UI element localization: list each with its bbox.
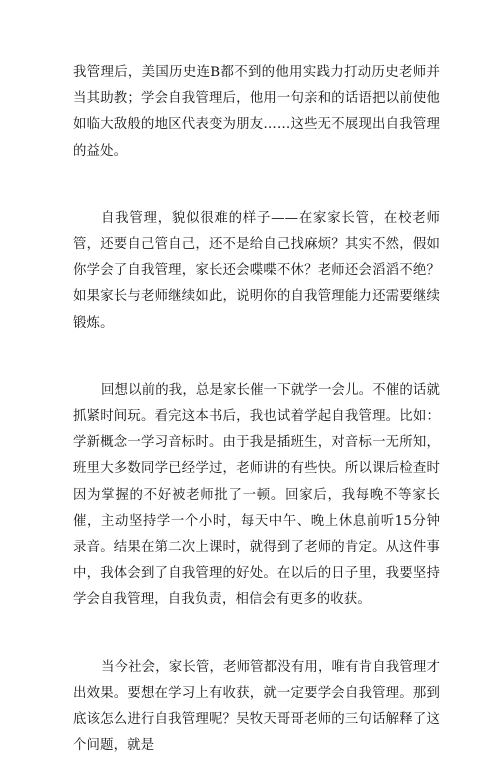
paragraph-4: 当今社会，家长管，老师管都没有用，唯有肯自我管理才出效果。要想在学习上有收获，就一定要学会自我管理。那到底该怎么进行自我管理呢？吴牧天哥哥老师的三句话解释了这个问题，就是 [73, 659, 440, 754]
paragraph-2: 自我管理，貌似很难的样子——在家家长管，在校老师管，还要自己管自己，还不是给自己找麻烦？其实不然，假如你学会了自我管理，家长还会喋喋不休？老师还会滔滔不绝？如果家长与老师继续如此，说明你的自我管理能力还需要继续锻炼。 [73, 210, 440, 331]
paragraph-1: 我管理后，美国历史连B都不到的他用实践力打动历史老师并当其助教；学会自我管理后，他用一句亲和的话语把以前使他如临大敌般的地区代表变为朋友……这些无不展现出自我管理的益处。 [73, 65, 440, 159]
paragraph-3: 回想以前的我，总是家长催一下就学一会儿。不催的话就抓紧时间玩。看完这本书后，我也试着学起自我管理。比如：学新概念一学习音标时。由于我是插班生，对音标一无所知，班里大多数同学已经学过，老师讲的有些快。所以课后检查时因为掌握的不好被老师批了一顿。回家后，我每晚不等家长催，主动坚持学一个小时，每天中午、晚上休息前听15分钟录音。结果在第二次上课时，就得到了老师的肯定。从这件事中，我体会到了自我管理的好处。在以后的日子里，我要坚持学会自我管理，自我负责，相信会有更多的收获。 [73, 382, 440, 608]
